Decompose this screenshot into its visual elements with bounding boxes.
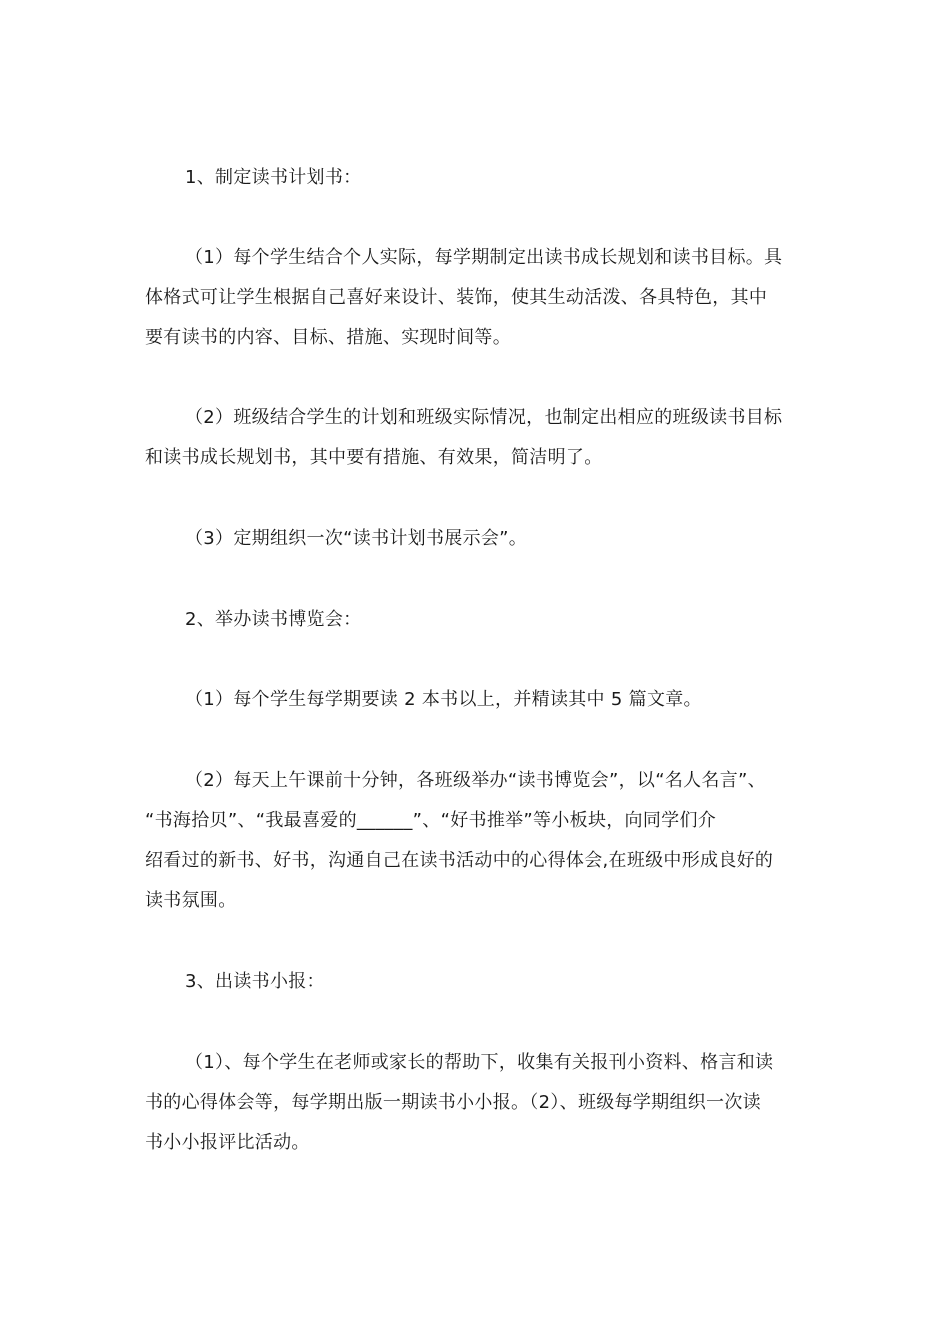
section-heading — [145, 600, 825, 640]
paragraph-line: （2）班级结合学生的计划和班级实际情况，也制定出相应的班级读书目标 — [185, 407, 783, 428]
heading-text: 2、举办读书博览会： — [185, 609, 362, 630]
paragraph-line: （1）每个学生结合个人实际，每学期制定出读书成长规划和读书目标。具 — [185, 247, 783, 268]
paragraph-line: 要有读书的内容、目标、措施、实现时间等。 — [145, 327, 511, 348]
paragraph — [145, 1043, 825, 1163]
paragraph-line: 书的心得体会等，每学期出版一期读书小小报。（2）、班级每学期组织一次读 — [145, 1092, 761, 1113]
paragraph-line: 体格式可让学生根据自己喜好来设计、装饰，使其生动活泼、各具特色，其中 — [145, 287, 768, 308]
paragraph-line: （1）每个学生每学期要读 2 本书以上，并精读其中 5 篇文章。 — [185, 689, 702, 710]
paragraph-line: 绍看过的新书、好书，沟通自己在读书活动中的心得体会,在班级中形成良好的 — [145, 850, 774, 871]
paragraph — [145, 398, 825, 478]
paragraph-line: “书海拾贝”、“我最喜爱的______”、“好书推举”等小板块，向同学们介 — [145, 810, 717, 831]
section-heading — [145, 158, 825, 198]
section-heading — [145, 962, 825, 1002]
paragraph — [145, 761, 825, 921]
paragraph — [145, 238, 825, 358]
paragraph-line: 书小小报评比活动。 — [145, 1132, 310, 1153]
paragraph — [145, 680, 825, 720]
paragraph — [145, 519, 825, 559]
heading-text: 1、制定读书计划书： — [185, 167, 362, 188]
paragraph-line: 和读书成长规划书，其中要有措施、有效果，简洁明了。 — [145, 447, 603, 468]
paragraph-line: 读书氛围。 — [145, 890, 237, 911]
heading-text: 3、出读书小报： — [185, 971, 325, 992]
paragraph-line: （2）每天上午课前十分钟，各班级举办“读书博览会”，以“名人名言”、 — [185, 770, 766, 791]
paragraph-line: （3）定期组织一次“读书计划书展示会”。 — [185, 528, 528, 549]
paragraph-line: （1）、每个学生在老师或家长的帮助下，收集有关报刊小资料、格言和读 — [185, 1052, 774, 1073]
